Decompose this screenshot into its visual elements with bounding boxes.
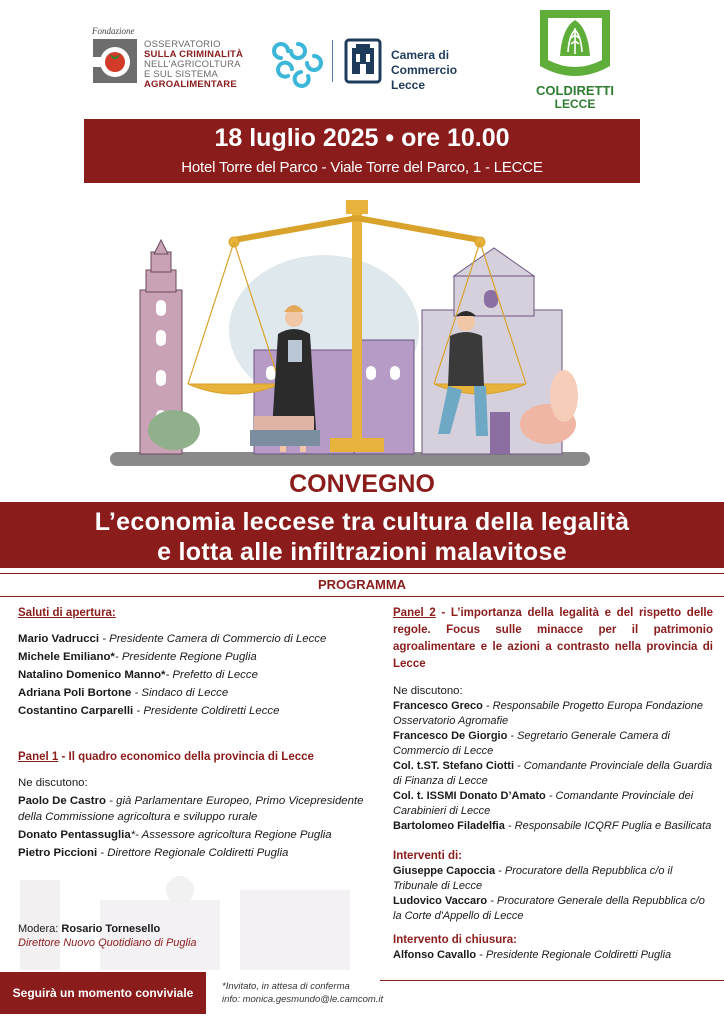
speaker-row: Michele Emiliano*- Presidente Regione Puglia xyxy=(18,651,257,663)
moderator-label: Modera: xyxy=(18,923,62,935)
osservatorio-logo xyxy=(92,26,252,90)
moderator-name: Rosario Tornesello xyxy=(61,923,161,935)
speaker-row: Alfonso Cavallo - Presidente Regionale Coldiretti Puglia xyxy=(393,949,672,961)
conviviale-banner: Seguirà un momento conviviale xyxy=(0,972,206,1014)
speaker-row: Col. t.ST. Stefano Ciotti - Comandante Provinciale della Guardia di Finanza di Lecce xyxy=(393,760,713,787)
moderator-role: Direttore Nuovo Quotidiano di Puglia xyxy=(18,937,197,949)
event-title-line2: e lotta alle infiltrazioni malavitose xyxy=(157,538,567,566)
justice-scale-illustration xyxy=(104,190,604,470)
divider xyxy=(380,980,724,981)
crest-icon xyxy=(344,38,382,84)
speaker-row: Col. t. ISSMI Donato D’Amato - Comandante Provinciale dei Carabinieri di Lecce xyxy=(393,790,694,817)
divider xyxy=(0,573,724,574)
coldiretti-city: LECCE xyxy=(554,97,596,111)
speaker-row: Giuseppe Capoccia - Procuratore della Repubblica c/o il Tribunale di Lecce xyxy=(393,865,673,892)
panel2-heading: Panel 2 - L’importanza della legalità e del rispetto delle regole. Focus sulle minacce per il patrimonio agroalimentare e le azioni a contrasto nella provincia di Lecce xyxy=(393,607,713,670)
program-left-column xyxy=(18,605,370,861)
speaker-row: Pietro Piccioni - Direttore Regionale Coldiretti Puglia xyxy=(18,847,289,859)
speaker-row: Donato Pentassuglia*- Assessore agricoltura Regione Puglia xyxy=(18,829,332,841)
interventi-heading: Interventi di: xyxy=(393,850,463,862)
speaker-row: Natalino Domenico Manno*- Prefetto di Lecce xyxy=(18,669,258,681)
title-banner xyxy=(0,502,724,568)
ne-discutono-label: Ne discutono: xyxy=(18,777,88,789)
wheat-badge-icon xyxy=(538,8,612,84)
speaker-row: Adriana Poli Bortone - Sindaco di Lecce xyxy=(18,687,229,699)
coldiretti-logo xyxy=(536,8,614,111)
footnote xyxy=(222,980,422,1006)
speaker-row: Costantino Carparelli - Presidente Coldiretti Lecce xyxy=(18,705,280,717)
coldiretti-name: COLDIRETTI xyxy=(536,83,614,98)
invited-note: *Invitato, in attesa di conferma xyxy=(222,981,350,992)
logo-divider xyxy=(332,40,333,82)
saluti-heading: Saluti di apertura: xyxy=(18,607,116,619)
fondazione-label: Fondazione xyxy=(92,26,135,36)
speaker-row: Mario Vadrucci - Presidente Camera di Commercio di Lecce xyxy=(18,633,327,645)
info-email[interactable]: info: monica.gesmundo@le.camcom.it xyxy=(222,994,384,1005)
speaker-row: Francesco De Giorgio - Segretario Generale Camera di Commercio di Lecce xyxy=(393,730,670,757)
ne-discutono-label: Ne discutono: xyxy=(393,685,463,697)
date-banner xyxy=(84,119,640,183)
chiusura-heading: Intervento di chiusura: xyxy=(393,934,517,946)
speaker-row: Ludovico Vaccaro - Procuratore Generale della Repubblica c/o la Corte d'Appello di Lecce xyxy=(393,895,705,922)
program-right-column xyxy=(393,605,713,963)
divider xyxy=(0,596,724,597)
swirl-emblem-icon xyxy=(272,36,324,88)
programma-heading: PROGRAMMA xyxy=(317,577,407,592)
panel1-heading: Panel 1 - Il quadro economico della provincia di Lecce xyxy=(18,751,314,763)
moderator xyxy=(18,922,318,950)
osservatorio-name: OSSERVATORIO SULLA CRIMINALITÀ NELL'AGRICOLTURA E SUL SISTEMA AGROALIMENTARE xyxy=(144,39,244,90)
event-date: 18 luglio 2025 • ore 10.00 xyxy=(214,124,510,152)
faded-background-illustration xyxy=(0,860,380,970)
camera-commercio-logo xyxy=(272,36,512,92)
speaker-row: Paolo De Castro - già Parlamentare Europeo, Primo Vicepresidente della Commissione agricoltura e sviluppo rurale xyxy=(18,795,364,823)
speaker-row: Francesco Greco - Responsabile Progetto Europa Fondazione Osservatorio Agromafie xyxy=(393,700,704,727)
camera-name: Camera di Commercio Lecce xyxy=(391,48,458,92)
event-title-line1: L’economia leccese tra cultura della legalità xyxy=(94,508,630,536)
convegno-heading: CONVEGNO xyxy=(289,470,435,498)
tomato-emblem-icon xyxy=(92,38,138,84)
speaker-row: Bartolomeo Filadelfia - Responsabile ICQRF Puglia e Basilicata xyxy=(393,820,712,832)
event-venue: Hotel Torre del Parco - Viale Torre del Parco, 1 - LECCE xyxy=(181,159,543,176)
